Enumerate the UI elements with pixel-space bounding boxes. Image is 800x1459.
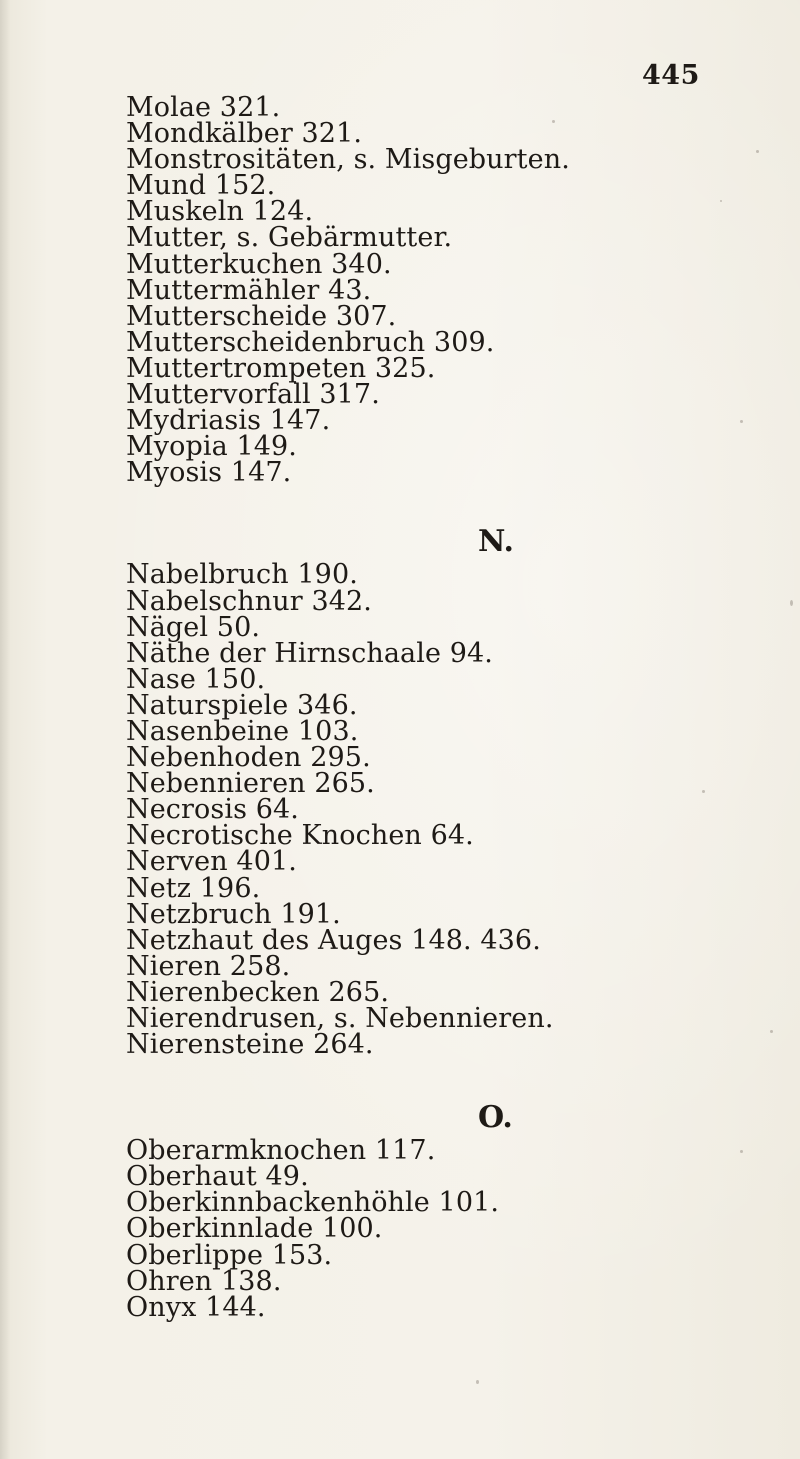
- index-entry: Mund 152.: [126, 170, 276, 202]
- index-entry: Myosis 147.: [126, 457, 292, 489]
- index-entry: Netzbruch 191.: [126, 898, 341, 930]
- section-heading: O.: [478, 1100, 513, 1136]
- index-entry: Nasenbeine 103.: [126, 715, 359, 747]
- index-entry: Muttertrompeten 325.: [126, 352, 436, 384]
- paper-speck: [740, 420, 743, 423]
- page-number: 445: [642, 60, 700, 91]
- index-entry: Mydriasis 147.: [126, 405, 331, 437]
- section-o: [126, 1098, 766, 1321]
- index-entry: Netzhaut des Auges 148. 436.: [126, 924, 541, 956]
- section-heading: N.: [478, 524, 514, 560]
- index-entry: Mutter, s. Gebärmutter.: [126, 222, 453, 254]
- section-gap: [126, 1058, 766, 1098]
- section-m: [126, 92, 766, 489]
- index-entry: Nieren 258.: [126, 950, 291, 982]
- index-entry: Mutterscheidenbruch 309.: [126, 326, 495, 358]
- index-entry: Nebennieren 265.: [126, 768, 375, 800]
- index-entry: Nierensteine 264.: [126, 1029, 374, 1061]
- paper-speck: [740, 1150, 743, 1153]
- index-column: [126, 92, 766, 1323]
- section-n: [126, 522, 766, 1061]
- index-entry: Necrotische Knochen 64.: [126, 820, 474, 852]
- index-entry: Oberlippe 153.: [126, 1239, 333, 1271]
- index-entry: Necrosis 64.: [126, 794, 299, 826]
- index-entry: Nabelbruch 190.: [126, 559, 358, 591]
- index-entry: Muttermähler 43.: [126, 274, 372, 306]
- paper-speck: [702, 790, 705, 793]
- index-entry: Muskeln 124.: [126, 196, 314, 228]
- paper-speck: [756, 150, 759, 153]
- index-entry: Molae 321.: [126, 92, 281, 123]
- index-entry: Mondkälber 321.: [126, 118, 363, 150]
- index-entry: Nabelschnur 342.: [126, 585, 372, 617]
- section-gap: [126, 486, 766, 522]
- index-entry: Nerven 401.: [126, 846, 297, 878]
- index-entry: Nierenbecken 265.: [126, 976, 390, 1008]
- index-entry: Oberkinnlade 100.: [126, 1213, 383, 1245]
- index-entry: Onyx 144.: [126, 1291, 266, 1323]
- paper-speck: [720, 200, 722, 202]
- paper-speck: [770, 1030, 773, 1033]
- index-entry: Oberarmknochen 117.: [126, 1135, 436, 1167]
- index-entry: Nägel 50.: [126, 611, 261, 643]
- index-entry: Oberhaut 49.: [126, 1161, 309, 1193]
- index-entry: Nase 150.: [126, 663, 266, 695]
- index-entry: Mutterscheide 307.: [126, 300, 397, 332]
- index-entry: Netz 196.: [126, 872, 261, 904]
- index-entry: Monstrositäten, s. Misgeburten.: [126, 144, 570, 176]
- index-entry: Muttervorfall 317.: [126, 379, 380, 411]
- paper-speck: [790, 600, 793, 606]
- index-entry: Näthe der Hirnschaale 94.: [126, 637, 493, 669]
- binding-edge: [0, 0, 10, 1459]
- index-entry: Nebenhoden 295.: [126, 742, 371, 774]
- index-entry: Nierendrusen, s. Nebennieren.: [126, 1003, 554, 1034]
- index-entry: Oberkinnbackenhöhle 101.: [126, 1187, 500, 1219]
- paper-speck: [476, 1380, 479, 1384]
- paper-speck: [552, 120, 555, 123]
- index-entry: Ohren 138.: [126, 1265, 282, 1297]
- index-entry: Naturspiele 346.: [126, 689, 358, 721]
- index-entry: Myopia 149.: [126, 431, 297, 463]
- index-entry: Mutterkuchen 340.: [126, 248, 392, 280]
